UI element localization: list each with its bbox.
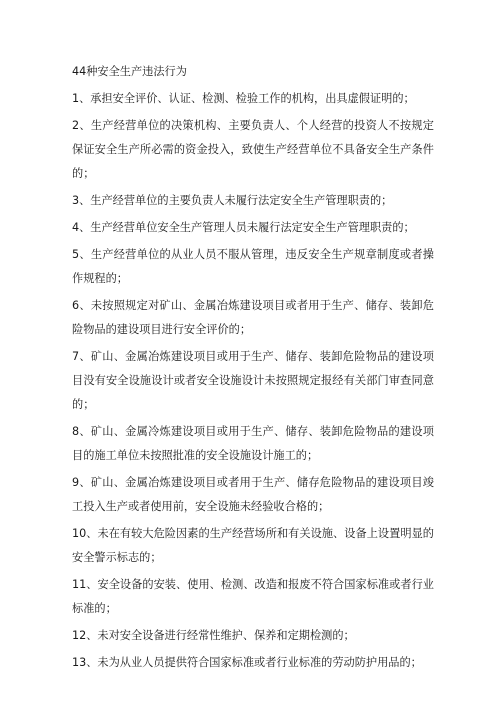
document-page xyxy=(72,60,434,678)
violation-item-11: 11、安全设备的安装、使用、检测、改造和报废不符合国家标准或者行业标准的； xyxy=(72,578,434,615)
violation-item-5: 5、生产经营单位的从业人员不服从管理，违反安全生产规章制度或者操作规程的； xyxy=(72,248,434,285)
violation-item-8: 8、矿山、金属冷炼建设项目或用于生产、储存、装卸危险物品的建设项目的施工单位未按照批准的安全设施设计施工的； xyxy=(72,425,434,462)
violation-item-6: 6、未按照规定对矿山、金属冶炼建设项目或者用于生产、储存、装卸危险物品的建设项目进行安全评价的； xyxy=(72,299,434,336)
violation-item-12: 12、未对安全设备进行经常性维护、保养和定期检测的； xyxy=(72,629,355,642)
violation-item-7: 7、矿山、金属冶炼建设项目或用于生产、储存、装卸危险物品的建设项目没有安全设施设计或者安全设施设计未按照规定报经有关部门审查同意的； xyxy=(72,350,434,411)
violation-item-9: 9、矿山、金属冶炼建设项目或者用于生产、储存危险物品的建设项目竣工投入生产或者使用前，安全设施未经验收合格的； xyxy=(72,476,434,513)
violation-item-4: 4、生产经营单位安全生产管理人员未履行法定安全生产管理职责的； xyxy=(72,221,415,234)
violation-item-13: 13、未为从业人员提供符合国家标准或者行业标准的劳动防护用品的； xyxy=(72,656,422,669)
violation-item-1: 1、承担安全评价、认证、检测、检验工作的机构，出具虚假证明的； xyxy=(72,92,415,105)
violation-item-10: 10、未在有较大危险因素的生产经营场所和有关设施、设备上设置明显的安全警示标志的； xyxy=(72,527,434,564)
violation-item-2: 2、生产经营单位的决策机构、主要负责人、个人经营的投资人不按规定保证安全生产所必需的资金投入，致使生产经营单位不具备安全生产条件的； xyxy=(72,119,434,180)
document-title: 44种安全生产违法行为 xyxy=(72,65,187,78)
violation-item-3: 3、生产经营单位的主要负责人未履行法定安全生产管理职责的； xyxy=(72,194,393,207)
violation-list xyxy=(72,87,434,675)
